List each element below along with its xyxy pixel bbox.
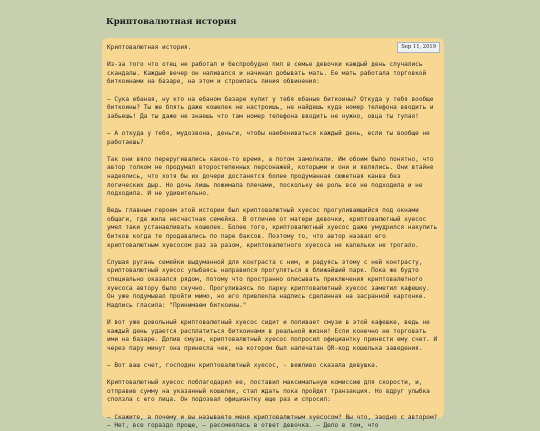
post-body (107, 44, 438, 431)
post-paragraph: — Скажите, а почему и вы называете меня криптовалютным хуесосом? Вы что, заодно с автором? — Нет, все гораздо проще, — рассмеялась в ответ девочка. — Дело в том, что (107, 413, 438, 430)
page-title: Криптовалютная история (106, 17, 237, 27)
post-paragraph: Из-за того что отец не работал и беспробудно пил в семье девочки каждый день случались скандалы. Каждый вечер он напивался и начинал добывать мать. Ее мать работала торговкой биткоинами на базаре, на этом и строилась линия обвинения: (107, 61, 427, 86)
post-paragraph: И вот уже довольный криптовалютный хуесос сидит и попивает смузи в этой кафешке, ведь не каждый день удается расплатиться биткоинами в реальной жизни! Если конечно не торговать ими на базаре. Допив смузи, криптовалютный хуесос попросил официантку принести ему счет. И через пару минут она принесла чек, на котором был напечатан QR-код кошелька заведения. (107, 319, 438, 352)
post-date-badge: Sep 11, 2019 (397, 42, 440, 53)
post-paragraph: Криптовалютный хуесос поблагодарил ее, поставил максимальную комиссию для скорости, и, отправив сумму на указанный кошелек, стал ждать пока пройдет транзакция. Но вдруг улыбка сползла с его лица. Он подозвал официантку еще раз и спросил: (107, 379, 430, 404)
post-card (102, 38, 444, 430)
post-paragraph: — Сука ебаная, ну кто на ебаном базаре купит у тебя ебаные биткоины? Откуда у тебя вообще биткоины? Ты же блять даже кошелек не настроишь, не найдешь куда номер телефона вводить и забьешь! Да ты даже не знаешь что там номер телефона вводить не нужно, овца ты тупая! (107, 95, 434, 120)
post-paragraph: Так они вяло переругивались какое-то время, а потом замолкали. Им обоим было понятно, что автор толком не продумал второстепенных персонажей, которыми и они и являлись. Они втайне надеялись, что хотя бы их дочери достанется более продуманная сюжетная канва без логических дыр. Но дочь лишь пожимала плечами, поскольку ее роль все не подходила и не подходила. И не удивительно. (107, 155, 434, 198)
post-paragraph: — А откуда у тебя, мудозвона, деньги, чтобы наебениваться каждый день, если ты вообще не работаешь? (107, 129, 430, 146)
post-paragraph: Криптовалютная история. (107, 44, 192, 51)
post-paragraph: — Вот ваш счет, господин криптовалютный хуесос, - вежливо сказала девушка. (107, 361, 379, 369)
post-paragraph: Ведь главным героем этой истории был криптовалютный хуесос прогуливающийся под окнами общаги, где жила несчастная семейка. В отличие от матери девочки, криптовалютный хуесос умел таки устанавливать кошелек. Более того, криптовалютный хуесос даже умудрился накупить битков когда те продавались по паре баксов. Поэтому то, что автор назвал его криптовалютным хуесосом раз за разом, криптовалютного хуесоса не капельки не трогало. (107, 207, 438, 249)
post-paragraph: Слушая ругань семейки выдуманной для контраста с ним, и радуясь этому с ней контрасту, криптовалютный хуесос улыбаясь направился прогуляться в ближайший парк. Пока же будто специально оказался рядом, потому что пространно описывать приключения криптовалютного хуесоса автору было скучно. Прогуливаясь по парку криптовалютный хуесос заметил кафешку. Он уже подумывал пройти мимо, но его привлекла надпись сделанная на засранной картонке. Надпись гласила: "Принимаем биткоины." (107, 258, 430, 309)
